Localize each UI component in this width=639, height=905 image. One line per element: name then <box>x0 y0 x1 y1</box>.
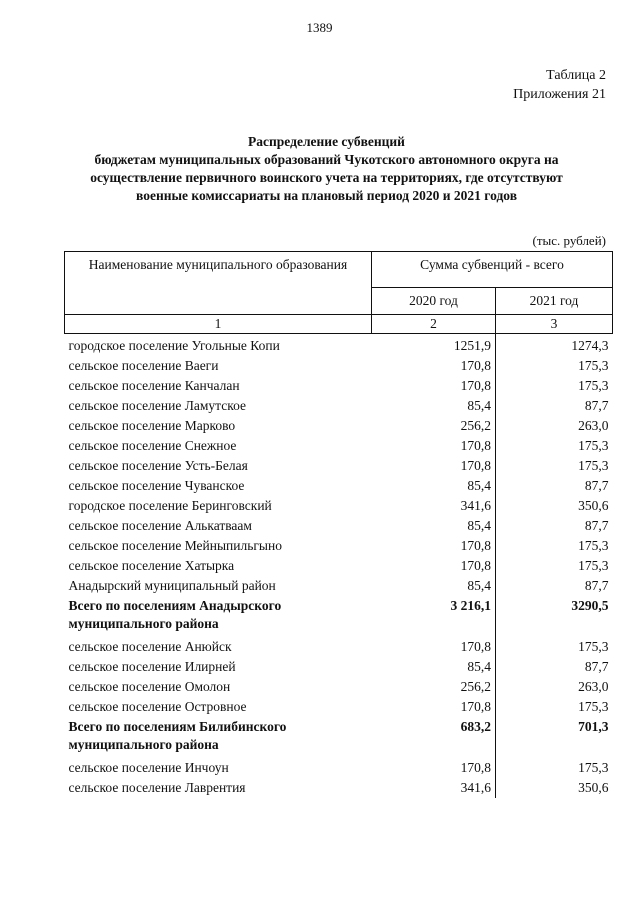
row-value-2020: 85,4 <box>372 657 496 677</box>
row-name: сельское поселение Островное <box>68 699 247 714</box>
table-row <box>65 778 613 798</box>
total-value-2021: 701,3 <box>578 719 609 734</box>
row-value-2021: 175,3 <box>578 699 609 714</box>
table-row <box>65 637 613 657</box>
row-value-2020: 1251,9 <box>372 334 496 357</box>
row-name: сельское поселение Анюйск <box>68 639 232 654</box>
row-value-2020: 170,8 <box>372 536 496 556</box>
row-value-2021: 175,3 <box>578 358 609 373</box>
table-row <box>65 576 613 596</box>
row-value-2021: 350,6 <box>578 498 609 513</box>
row-value-2020: 341,6 <box>372 778 496 798</box>
table-row <box>65 334 613 357</box>
row-name: городское поселение Угольные Копи <box>68 338 280 353</box>
title-line3: осуществление первичного воинского учета на территориях, где отсутствуют <box>90 170 563 185</box>
total-row <box>65 596 613 637</box>
row-value-2020: 170,8 <box>372 697 496 717</box>
row-value-2020: 85,4 <box>372 476 496 496</box>
row-value-2021: 175,3 <box>578 760 609 775</box>
row-value-2021: 87,7 <box>584 659 609 674</box>
document-title <box>55 133 598 205</box>
total-name-line1: Всего по поселениям Анадырского <box>68 598 282 613</box>
table-row <box>65 356 613 376</box>
row-value-2020: 256,2 <box>372 416 496 436</box>
row-name: сельское поселение Ламутское <box>68 398 246 413</box>
row-name: сельское поселение Омолон <box>68 679 231 694</box>
header-name: Наименование муниципального образования <box>65 252 372 315</box>
row-value-2021: 175,3 <box>578 538 609 553</box>
row-name: сельское поселение Хатырка <box>68 558 235 573</box>
row-name: сельское поселение Алькатваам <box>68 518 252 533</box>
total-value-2020: 683,2 <box>372 717 496 758</box>
total-value-2021: 3290,5 <box>571 598 609 613</box>
row-value-2020: 170,8 <box>372 758 496 778</box>
total-row-name <box>65 717 372 758</box>
table-row <box>65 376 613 396</box>
total-row-name <box>65 596 372 637</box>
row-name: сельское поселение Канчалан <box>68 378 240 393</box>
row-value-2021: 175,3 <box>578 438 609 453</box>
column-number-3: 3 <box>496 315 613 334</box>
table-row <box>65 416 613 436</box>
row-value-2020: 170,8 <box>372 436 496 456</box>
row-value-2021: 87,7 <box>584 518 609 533</box>
row-name: сельское поселение Лаврентия <box>68 780 246 795</box>
header-year-2021: 2021 год <box>496 288 613 315</box>
table-row <box>65 436 613 456</box>
table-row <box>65 657 613 677</box>
total-name-line2: муниципального района <box>68 737 219 752</box>
table-row <box>65 456 613 476</box>
row-name: сельское поселение Снежное <box>68 438 237 453</box>
row-name: сельское поселение Илирней <box>68 659 236 674</box>
table-row <box>65 556 613 576</box>
table-reference <box>513 66 606 104</box>
row-name: сельское поселение Инчоун <box>68 760 229 775</box>
row-value-2021: 263,0 <box>578 679 609 694</box>
row-value-2021: 175,3 <box>578 639 609 654</box>
units-label: (тыс. рублей) <box>532 233 606 248</box>
title-line4: военные комиссариаты на плановый период 2020 и 2021 годов <box>136 188 517 203</box>
total-name-line2: муниципального района <box>68 616 219 631</box>
row-value-2021: 87,7 <box>584 578 609 593</box>
header-sum: Сумма субвенций - всего <box>372 252 613 288</box>
row-value-2021: 175,3 <box>578 558 609 573</box>
column-number-1: 1 <box>65 315 372 334</box>
table-row <box>65 396 613 416</box>
row-name: Анадырский муниципальный район <box>68 578 276 593</box>
page-number: 1389 <box>306 20 333 35</box>
table-row <box>65 476 613 496</box>
row-value-2021: 263,0 <box>578 418 609 433</box>
row-value-2020: 256,2 <box>372 677 496 697</box>
row-name: сельское поселение Марково <box>68 418 236 433</box>
total-value-2020: 3 216,1 <box>372 596 496 637</box>
title-line2: бюджетам муниципальных образований Чукотского автономного округа на <box>94 152 559 167</box>
row-value-2021: 87,7 <box>584 398 609 413</box>
row-value-2021: 1274,3 <box>571 338 609 353</box>
table-row <box>65 496 613 516</box>
table-row <box>65 516 613 536</box>
total-row <box>65 717 613 758</box>
row-name: сельское поселение Мейныпильгыно <box>68 538 282 553</box>
table-row <box>65 677 613 697</box>
row-value-2021: 350,6 <box>578 780 609 795</box>
row-value-2020: 170,8 <box>372 356 496 376</box>
total-name-line1: Всего по поселениям Билибинского <box>68 719 287 734</box>
header-year-2020: 2020 год <box>372 288 496 315</box>
row-name: сельское поселение Усть-Белая <box>68 458 248 473</box>
table-ref-line1: Таблица 2 <box>546 68 606 83</box>
row-value-2021: 175,3 <box>578 378 609 393</box>
column-number-2: 2 <box>372 315 496 334</box>
row-name: сельское поселение Ваеги <box>68 358 219 373</box>
row-value-2021: 87,7 <box>584 478 609 493</box>
row-value-2020: 85,4 <box>372 576 496 596</box>
row-value-2020: 170,8 <box>372 637 496 657</box>
row-value-2021: 175,3 <box>578 458 609 473</box>
title-line1: Распределение субвенций <box>248 134 405 149</box>
row-value-2020: 170,8 <box>372 376 496 396</box>
table-row <box>65 536 613 556</box>
row-value-2020: 341,6 <box>372 496 496 516</box>
row-value-2020: 85,4 <box>372 396 496 416</box>
row-name: городское поселение Беринговский <box>68 498 272 513</box>
table-row <box>65 697 613 717</box>
table-row <box>65 758 613 778</box>
row-name: сельское поселение Чуванское <box>68 478 245 493</box>
table-ref-line2: Приложения 21 <box>513 87 606 102</box>
row-value-2020: 170,8 <box>372 456 496 476</box>
row-value-2020: 170,8 <box>372 556 496 576</box>
row-value-2020: 85,4 <box>372 516 496 536</box>
subsidies-table <box>64 251 613 798</box>
